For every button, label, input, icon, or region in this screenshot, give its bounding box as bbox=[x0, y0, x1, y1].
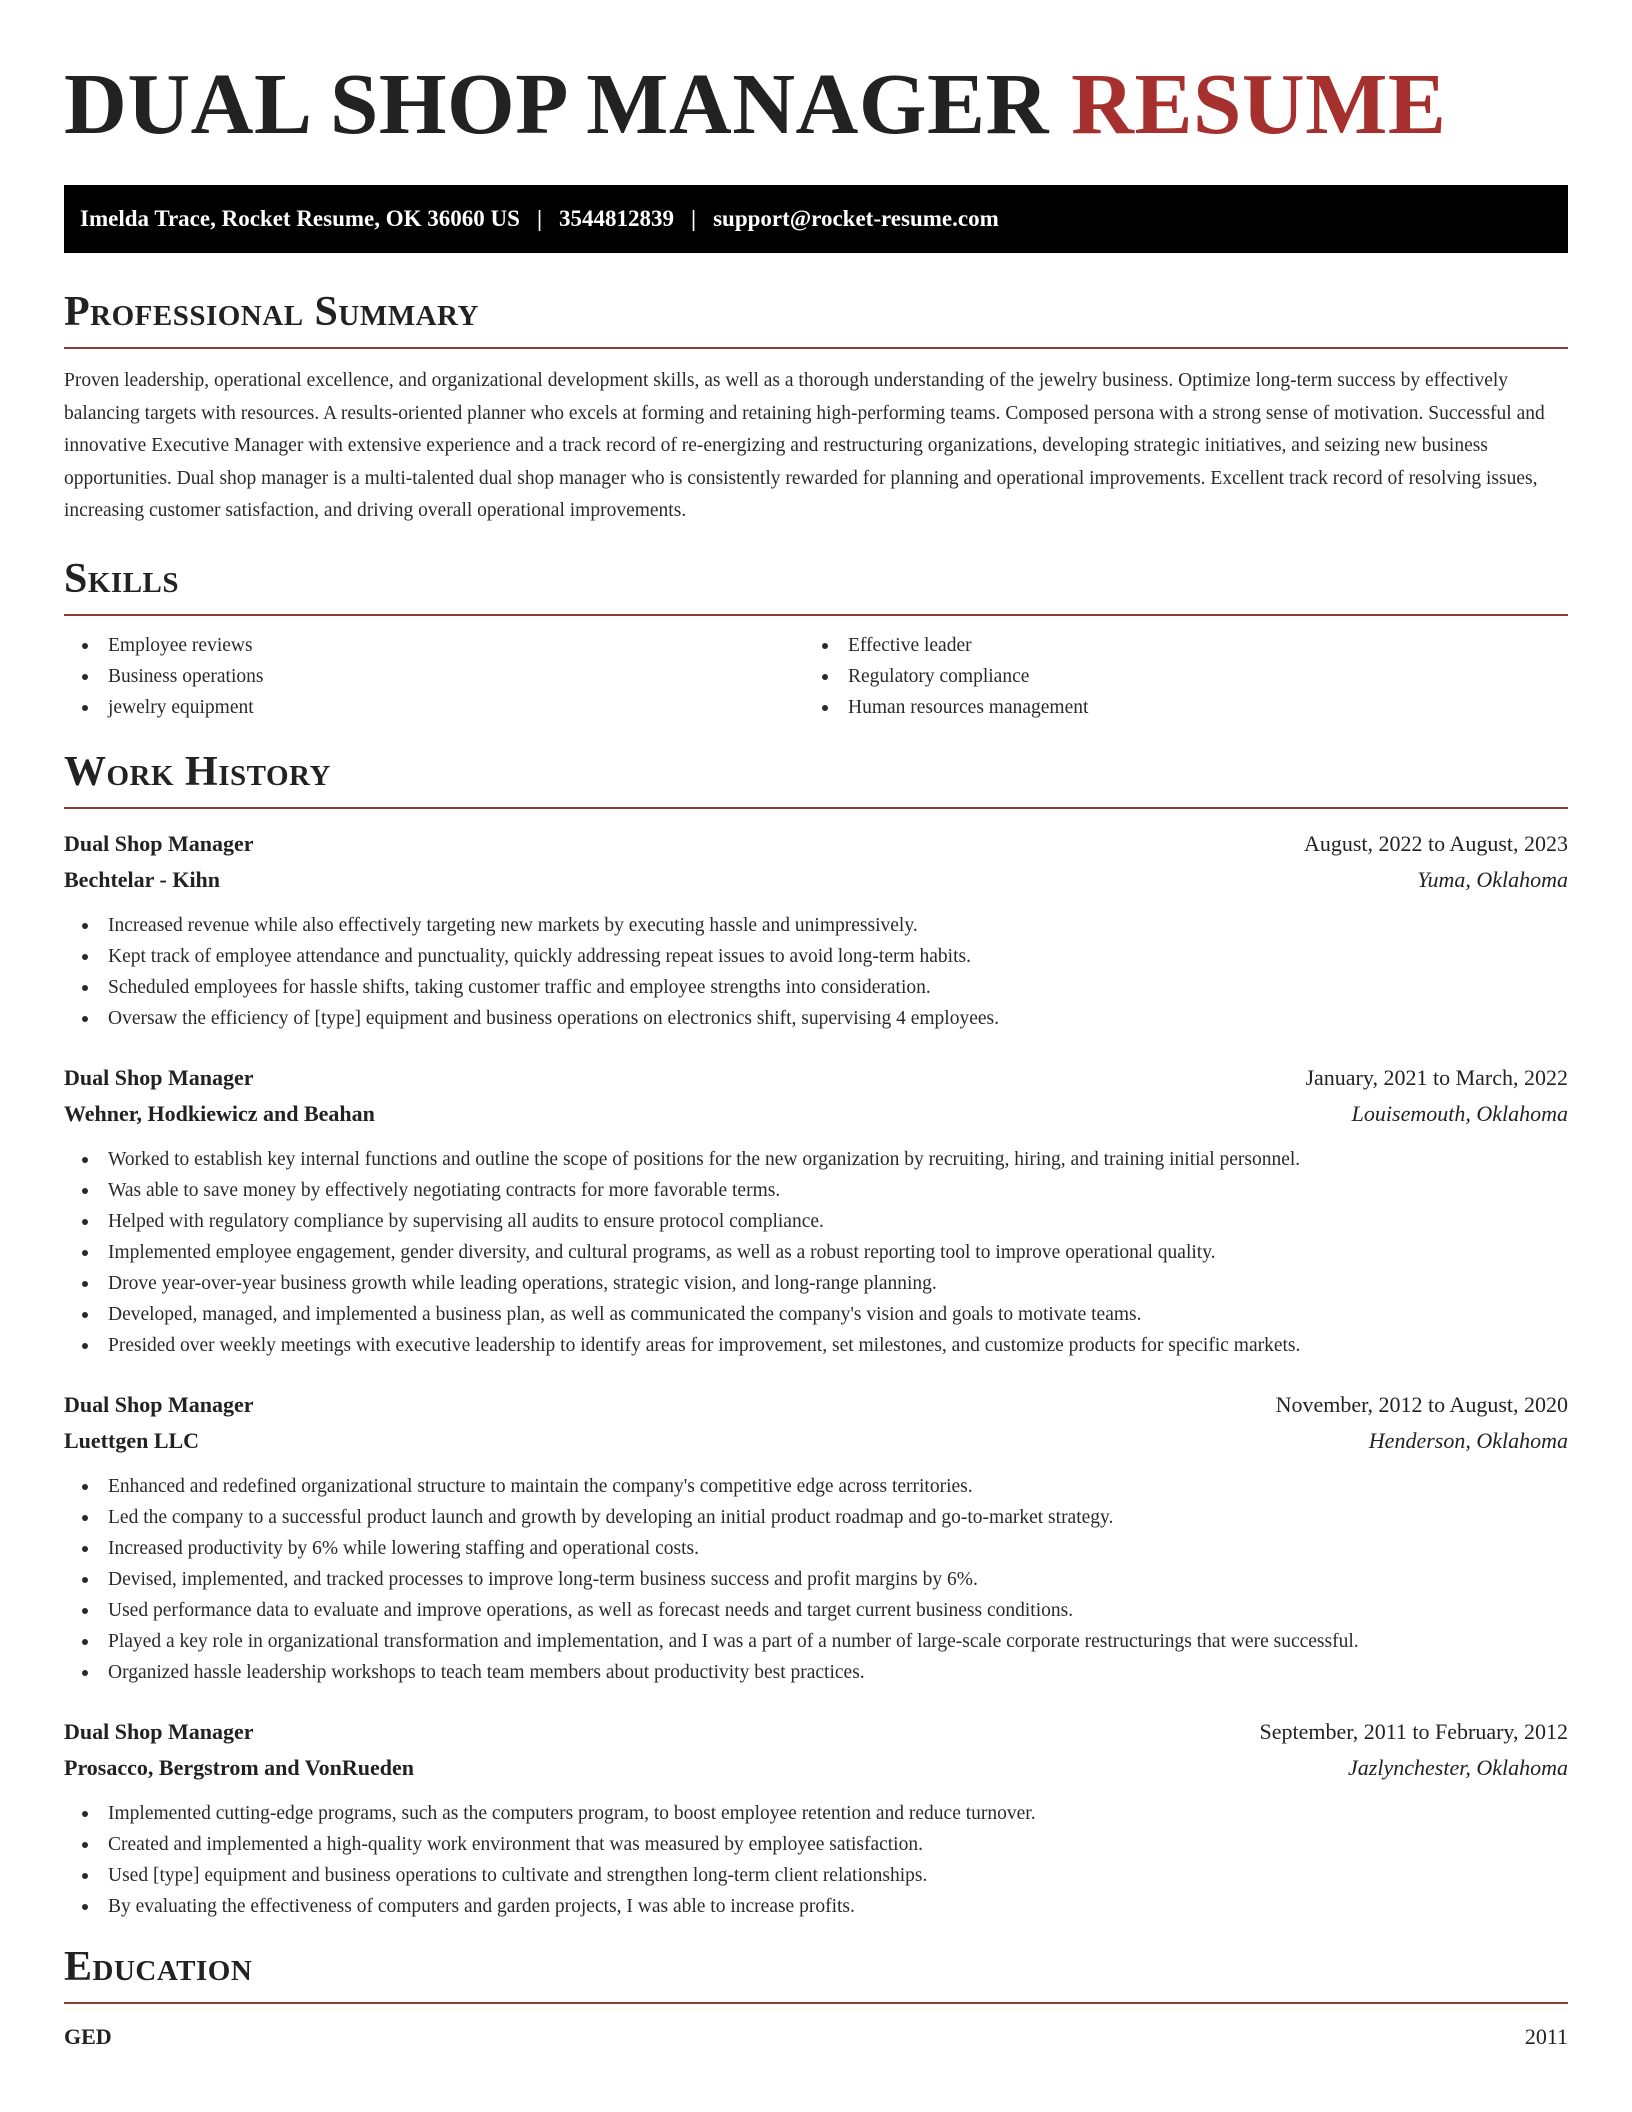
job-bullet: Devised, implemented, and tracked processes to improve long-term business success and profit margins by 6%. bbox=[64, 1564, 1568, 1595]
job-location: Jazlynchester, Oklahoma bbox=[1348, 1754, 1568, 1780]
job-bullet: Led the company to a successful product launch and growth by developing an initial product roadmap and go-to-market strategy. bbox=[64, 1502, 1568, 1533]
job-bullet: Used performance data to evaluate and improve operations, as well as forecast needs and target current business conditions. bbox=[64, 1595, 1568, 1626]
job-bullets bbox=[64, 910, 1568, 1034]
job-bullet: Implemented employee engagement, gender diversity, and cultural programs, as well as a robust reporting tool to improve operational quality. bbox=[64, 1237, 1568, 1268]
job-subheader bbox=[64, 1423, 1568, 1459]
job-title: Dual Shop Manager bbox=[64, 1064, 254, 1090]
job-bullets bbox=[64, 1144, 1568, 1361]
contact-bar bbox=[64, 185, 1568, 253]
job-bullet: Worked to establish key internal functions and outline the scope of positions for the new organization by recruiting, hiring, and training initial personnel. bbox=[64, 1144, 1568, 1175]
contact-email: support@rocket-resume.com bbox=[713, 206, 999, 231]
contact-address: Imelda Trace, Rocket Resume, OK 36060 US bbox=[80, 206, 520, 231]
job-bullet: Developed, managed, and implemented a business plan, as well as communicated the company's vision and goals to motivate teams. bbox=[64, 1299, 1568, 1330]
job-entry bbox=[64, 826, 1568, 1034]
job-bullet: Organized hassle leadership workshops to teach team members about productivity best practices. bbox=[64, 1657, 1568, 1688]
job-bullet: Kept track of employee attendance and punctuality, quickly addressing repeat issues to avoid long-term habits. bbox=[64, 941, 1568, 972]
job-bullet: Helped with regulatory compliance by supervising all audits to ensure protocol compliance. bbox=[64, 1206, 1568, 1237]
job-company: Luettgen LLC bbox=[64, 1427, 200, 1453]
job-dates: January, 2021 to March, 2022 bbox=[1305, 1064, 1568, 1090]
summary-heading: Professional Summary bbox=[64, 289, 479, 335]
job-location: Henderson, Oklahoma bbox=[1368, 1427, 1568, 1453]
job-bullet: Was able to save money by effectively negotiating contracts for more favorable terms. bbox=[64, 1175, 1568, 1206]
job-company: Prosacco, Bergstrom and VonRueden bbox=[64, 1754, 414, 1780]
section-divider bbox=[64, 614, 1568, 616]
skill-item: jewelry equipment bbox=[64, 692, 804, 723]
work-history-heading: Work History bbox=[64, 748, 331, 795]
work-history-section bbox=[64, 747, 1568, 1922]
skills-heading: Skills bbox=[64, 555, 180, 602]
job-bullet: Played a key role in organizational transformation and implementation, and I was a part of a number of large-scale corporate restructurings that were successful. bbox=[64, 1626, 1568, 1657]
job-title: Dual Shop Manager bbox=[64, 830, 254, 856]
skills-section bbox=[64, 554, 1568, 723]
job-title: Dual Shop Manager bbox=[64, 1391, 254, 1417]
skill-item: Business operations bbox=[64, 661, 804, 692]
job-bullet: Drove year-over-year business growth while leading operations, strategic vision, and long-range planning. bbox=[64, 1268, 1568, 1299]
job-bullet: By evaluating the effectiveness of computers and garden projects, I was able to increase profits. bbox=[64, 1891, 1568, 1922]
skill-item: Effective leader bbox=[804, 630, 1568, 661]
job-location: Louisemouth, Oklahoma bbox=[1351, 1100, 1568, 1126]
job-bullet: Enhanced and redefined organizational structure to maintain the company's competitive edge across territories. bbox=[64, 1471, 1568, 1502]
job-entry bbox=[64, 1387, 1568, 1688]
education-heading: Education bbox=[64, 1943, 253, 1990]
job-dates: September, 2011 to February, 2012 bbox=[1259, 1718, 1568, 1744]
job-header bbox=[64, 1714, 1568, 1750]
skill-item: Human resources management bbox=[804, 692, 1568, 723]
job-bullets bbox=[64, 1471, 1568, 1688]
contact-separator: | bbox=[536, 206, 543, 231]
job-subheader bbox=[64, 862, 1568, 898]
title-main: DUAL SHOP MANAGER bbox=[64, 55, 1049, 152]
job-company: Wehner, Hodkiewicz and Beahan bbox=[64, 1100, 375, 1126]
job-dates: August, 2022 to August, 2023 bbox=[1303, 830, 1568, 856]
skills-column-left bbox=[64, 630, 804, 723]
job-bullet: Presided over weekly meetings with executive leadership to identify areas for improvement, set milestones, and customize products for specific markets. bbox=[64, 1330, 1568, 1361]
job-header bbox=[64, 1060, 1568, 1096]
contact-separator: | bbox=[691, 206, 697, 231]
job-dates: November, 2012 to August, 2020 bbox=[1275, 1391, 1568, 1417]
job-bullet: Used [type] equipment and business operations to cultivate and strengthen long-term client relationships. bbox=[64, 1860, 1568, 1891]
job-subheader bbox=[64, 1750, 1568, 1786]
skills-column-right bbox=[804, 630, 1568, 723]
resume-title bbox=[64, 54, 1568, 154]
job-bullet: Increased productivity by 6% while lowering staffing and operational costs. bbox=[64, 1533, 1568, 1564]
job-bullet: Created and implemented a high-quality work environment that was measured by employee satisfaction. bbox=[64, 1829, 1568, 1860]
skill-item: Employee reviews bbox=[64, 630, 804, 661]
job-header bbox=[64, 1387, 1568, 1423]
job-location: Yuma, Oklahoma bbox=[1417, 866, 1568, 892]
job-header bbox=[64, 826, 1568, 862]
education-year: 2011 bbox=[1524, 2023, 1568, 2049]
job-bullet: Implemented cutting-edge programs, such as the computers program, to boost employee retention and reduce turnover. bbox=[64, 1798, 1568, 1829]
job-bullets bbox=[64, 1798, 1568, 1922]
section-divider bbox=[64, 807, 1568, 809]
summary-section bbox=[64, 287, 1568, 528]
job-bullet: Increased revenue while also effectively targeting new markets by executing hassle and unimpressively. bbox=[64, 910, 1568, 941]
job-company: Bechtelar - Kihn bbox=[64, 866, 221, 892]
job-bullet: Oversaw the efficiency of [type] equipment and business operations on electronics shift, supervising 4 employees. bbox=[64, 1003, 1568, 1034]
summary-text: Proven leadership, operational excellence, and organizational development skills, as well as a thorough understanding of the jewelry business. Optimize long-term success by effectively balancing targets with resources. A results-oriented planner who excels at forming and retaining high-performing teams. Composed persona with a strong sense of motivation. Successful and innovative Executive Manager with extensive experience and a track record of re-energizing and restructuring organizations, developing strategic initiatives, and seizing new business opportunities. Dual shop manager is a multi-talented dual shop manager who is consistently rewarded for planning and operational improvements. Excellent track record of resolving issues, increasing customer satisfaction, and driving overall operational improvements. bbox=[64, 370, 1545, 522]
education-section bbox=[64, 1942, 1568, 2055]
education-entry bbox=[64, 2019, 1568, 2055]
contact-phone: 3544812839 bbox=[559, 206, 675, 231]
job-entry bbox=[64, 1714, 1568, 1922]
job-subheader bbox=[64, 1096, 1568, 1132]
section-divider bbox=[64, 347, 1568, 349]
title-accent: RESUME bbox=[1071, 55, 1447, 152]
education-degree: GED bbox=[64, 2023, 112, 2049]
skill-item: Regulatory compliance bbox=[804, 661, 1568, 692]
skills-list bbox=[64, 630, 1568, 723]
job-bullet: Scheduled employees for hassle shifts, taking customer traffic and employee strengths into consideration. bbox=[64, 972, 1568, 1003]
job-title: Dual Shop Manager bbox=[64, 1718, 254, 1744]
job-entry bbox=[64, 1060, 1568, 1361]
section-divider bbox=[64, 2002, 1568, 2004]
